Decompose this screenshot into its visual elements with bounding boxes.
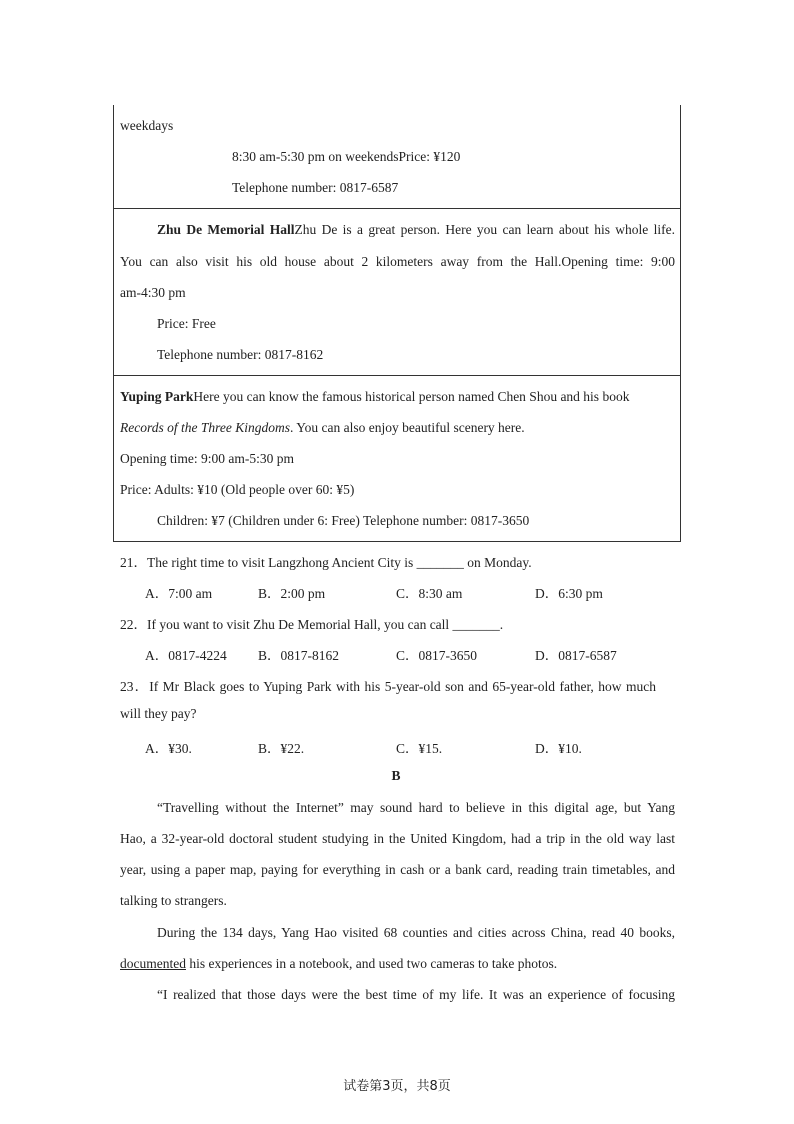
option: A．¥30. <box>145 741 192 756</box>
cell-text-rest: . You can also enjoy beautiful scenery here. <box>289 420 525 435</box>
question-stem: 21．The right time to visit Langzhong Ancient City is _______ on Monday. <box>120 555 532 570</box>
cell-text: You can also visit his old house about 2 kilometers away from the Hall.Opening time: 9:00 <box>120 254 675 269</box>
option: A．0817-4224 <box>145 648 227 663</box>
table-bottom-border <box>113 541 681 542</box>
place-name: Zhu De Memorial Hall <box>157 222 295 237</box>
question-stem: 23．If Mr Black goes to Yuping Park with his 5-year-old son and 65-year-old father, how much <box>120 679 656 694</box>
option: B．¥22. <box>258 741 305 756</box>
book-title: Records of the Three Kingdoms <box>120 420 290 435</box>
paragraph-line-rest: his experiences in a notebook, and used two cameras to take photos. <box>185 956 558 971</box>
option: A．7:00 am <box>145 586 213 601</box>
paragraph-line: “Travelling without the Internet” may sound hard to believe in this digital age, but Yang <box>157 800 675 815</box>
cell-text: Telephone number: 0817-8162 <box>157 347 324 362</box>
question-stem: will they pay? <box>120 706 197 721</box>
cell-text: Telephone number: 0817-6587 <box>232 180 399 195</box>
option: C．8:30 am <box>396 586 463 601</box>
paragraph-line: “I realized that those days were the best time of my life. It was an experience of focusing <box>157 987 675 1002</box>
cell-text: Opening time: 9:00 am-5:30 pm <box>120 451 294 466</box>
cell-text: Price: Adults: ¥10 (Old people over 60: ¥5) <box>120 482 355 497</box>
option: D．0817-6587 <box>535 648 617 663</box>
option: B．2:00 pm <box>258 586 326 601</box>
table-row-divider <box>113 208 681 209</box>
cell-text: Children: ¥7 (Children under 6: Free) Telephone number: 0817-3650 <box>157 513 530 528</box>
cell-text <box>157 222 675 238</box>
paragraph-line <box>120 956 557 972</box>
option: B．0817-8162 <box>258 648 339 663</box>
underlined-word: documented <box>120 956 186 971</box>
option: C．0817-3650 <box>396 648 477 663</box>
option: C．¥15. <box>396 741 443 756</box>
cell-text-rest: Zhu De is a great person. Here you can learn about his whole life. <box>294 222 675 237</box>
cell-text: Price: Free <box>157 316 216 331</box>
question-stem: 22．If you want to visit Zhu De Memorial Hall, you can call _______. <box>120 617 504 632</box>
cell-text: am-4:30 pm <box>120 285 186 300</box>
paragraph-line: talking to strangers. <box>120 893 227 908</box>
paragraph-line: Hao, a 32-year-old doctoral student studying in the United Kingdom, had a trip in the old way last <box>120 831 675 846</box>
option: D．¥10. <box>535 741 582 756</box>
cell-text <box>120 420 525 436</box>
cell-text: weekdays <box>120 118 174 133</box>
paragraph-line: During the 134 days, Yang Hao visited 68 counties and cities across China, read 40 books, <box>157 925 675 940</box>
option: D．6:30 pm <box>535 586 603 601</box>
table-right-border <box>680 105 681 542</box>
cell-text <box>120 389 629 405</box>
place-name: Yuping Park <box>120 389 194 404</box>
page-footer: 试卷第3页，共8页 <box>343 1079 451 1094</box>
cell-text-rest: Here you can know the famous historical person named Chen Shou and his book <box>193 389 630 404</box>
paragraph-line: year, using a paper map, paying for everything in cash or a bank card, reading train timetables, and <box>120 862 675 877</box>
section-heading: B <box>391 768 401 783</box>
table-left-border <box>113 105 114 542</box>
cell-text: 8:30 am-5:30 pm on weekendsPrice: ¥120 <box>232 149 461 164</box>
table-row-divider <box>113 375 681 376</box>
